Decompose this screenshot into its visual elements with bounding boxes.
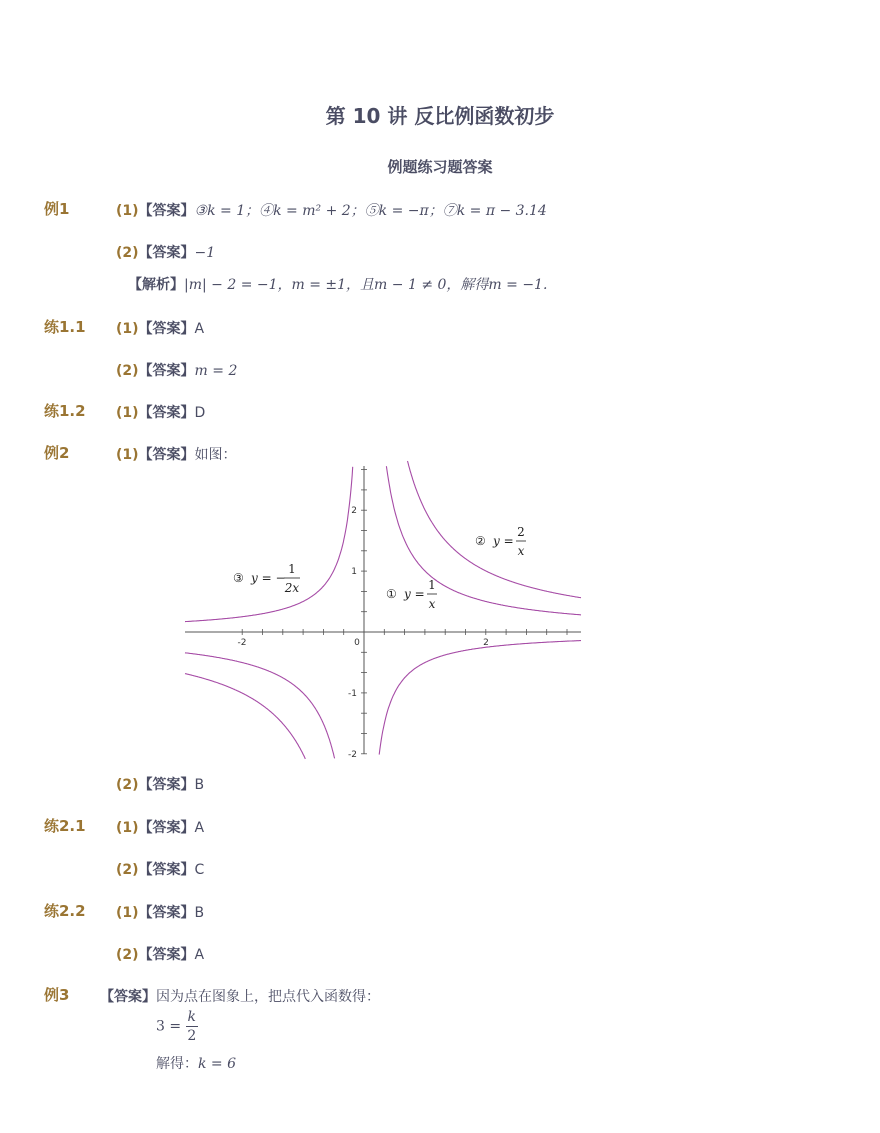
curve-y-2-over-x	[185, 674, 305, 759]
example-2-label: 例2	[44, 444, 70, 462]
part-number: (1)	[116, 203, 139, 219]
example-2-part-2	[116, 774, 204, 794]
example-3-label: 例3	[44, 986, 70, 1004]
curve-y-neg-1-over-2x	[185, 467, 353, 622]
part-number: (2)	[116, 947, 139, 963]
fraction-denominator: 2x	[284, 581, 300, 595]
curve-3-label	[233, 562, 300, 595]
fraction-numerator: k	[187, 1009, 197, 1025]
y-tick-label: -2	[348, 750, 357, 760]
answer-tag: 【答案】	[100, 989, 156, 1005]
curve-y-1-over-x	[185, 653, 335, 759]
answer-tag: 【答案】	[138, 321, 195, 337]
equation-left: 3 =	[156, 1018, 182, 1035]
equation-lhs: y =	[404, 587, 425, 601]
equation-lhs: y = −	[251, 571, 286, 585]
page-subtitle: 例题练习题答案	[387, 158, 493, 176]
answer-tag: 【答案】	[138, 820, 195, 836]
fraction	[186, 1008, 198, 1045]
hyperbola-graph	[185, 466, 581, 760]
answer-value: B	[194, 777, 205, 793]
example-3-solution	[156, 1053, 236, 1073]
page-title: 第 10 讲 反比例函数初步	[325, 104, 555, 128]
part-number: (2)	[116, 245, 139, 261]
answer-math: m = 2	[194, 363, 238, 379]
example-1-part-2	[116, 242, 215, 262]
fraction-denominator: 2	[187, 1028, 197, 1044]
answer-value: B	[194, 905, 205, 921]
answer-value: D	[194, 405, 206, 421]
part-number: (1)	[116, 405, 139, 421]
practice-2-2-part-2	[116, 944, 204, 964]
y-tick-label: 1	[351, 567, 357, 577]
practice-2-2-part-1	[116, 902, 204, 922]
practice-2-1-part-2	[116, 859, 204, 879]
answer-math: ③k = 1；④k = m² + 2；⑤k = −π；⑦k = π − 3.14	[194, 203, 547, 219]
practice-2-1-part-1	[116, 817, 204, 837]
answer-tag: 【答案】	[138, 245, 195, 261]
answer-value: A	[194, 947, 205, 963]
answer-tag: 【答案】	[138, 947, 195, 963]
part-number: (2)	[116, 363, 139, 379]
curve-2-label	[475, 525, 526, 558]
example-1-analysis	[128, 274, 547, 294]
answer-tag: 【答案】	[138, 447, 195, 463]
equation-lhs: y =	[493, 534, 514, 548]
practice-1-2-label: 练1.2	[44, 402, 86, 420]
x-tick-label: 0	[354, 638, 360, 648]
answer-text: 如图：	[194, 447, 237, 463]
part-number: (2)	[116, 862, 139, 878]
curve-1-label	[386, 578, 437, 611]
analysis-text: |m| − 2 = −1，m = ±1，且m − 1 ≠ 0，解得m = −1.	[184, 277, 548, 293]
fraction-numerator: 2	[517, 525, 525, 539]
example-3-answer	[100, 986, 380, 1006]
fraction-numerator: 1	[428, 578, 436, 592]
part-number: (2)	[116, 777, 139, 793]
answer-tag: 【答案】	[138, 203, 195, 219]
solve-text: 解得：	[156, 1056, 198, 1072]
part-number: (1)	[116, 820, 139, 836]
answer-tag: 【答案】	[138, 905, 195, 921]
part-number: (1)	[116, 447, 139, 463]
circled-1-mark: ①	[386, 587, 397, 601]
practice-1-1-part-2	[116, 360, 237, 380]
fraction-denominator: x	[517, 544, 525, 558]
circled-2-mark: ②	[475, 534, 486, 548]
x-tick-label: 2	[483, 638, 489, 648]
answer-tag: 【答案】	[138, 862, 195, 878]
answer-value: A	[194, 321, 205, 337]
example-1-part-1	[116, 200, 547, 220]
solve-math: k = 6	[198, 1056, 237, 1072]
practice-1-1-label: 练1.1	[44, 318, 86, 336]
y-tick-label: 2	[351, 506, 357, 516]
example-2-part-1	[116, 444, 237, 464]
practice-2-1-label: 练2.1	[44, 817, 86, 835]
analysis-tag: 【解析】	[128, 277, 184, 293]
answer-tag: 【答案】	[138, 363, 195, 379]
answer-math: −1	[194, 245, 216, 261]
part-number: (1)	[116, 321, 139, 337]
practice-2-2-label: 练2.2	[44, 902, 86, 920]
answer-text: 因为点在图象上，把点代入函数得：	[156, 989, 380, 1005]
answer-value: A	[194, 820, 205, 836]
answer-tag: 【答案】	[138, 777, 195, 793]
y-tick-label: -1	[348, 689, 357, 699]
curve-y-neg-1-over-2x	[379, 641, 581, 755]
fraction-numerator: 1	[288, 562, 296, 576]
practice-1-1-part-1	[116, 318, 204, 338]
example-1-label: 例1	[44, 200, 70, 218]
x-tick-label: -2	[237, 638, 247, 648]
example-3-equation	[156, 1008, 198, 1045]
fraction-denominator: x	[428, 597, 436, 611]
answer-value: C	[194, 862, 205, 878]
answer-tag: 【答案】	[138, 405, 195, 421]
practice-1-2-part-1	[116, 402, 205, 422]
part-number: (1)	[116, 905, 139, 921]
circled-3-mark: ③	[233, 571, 244, 585]
